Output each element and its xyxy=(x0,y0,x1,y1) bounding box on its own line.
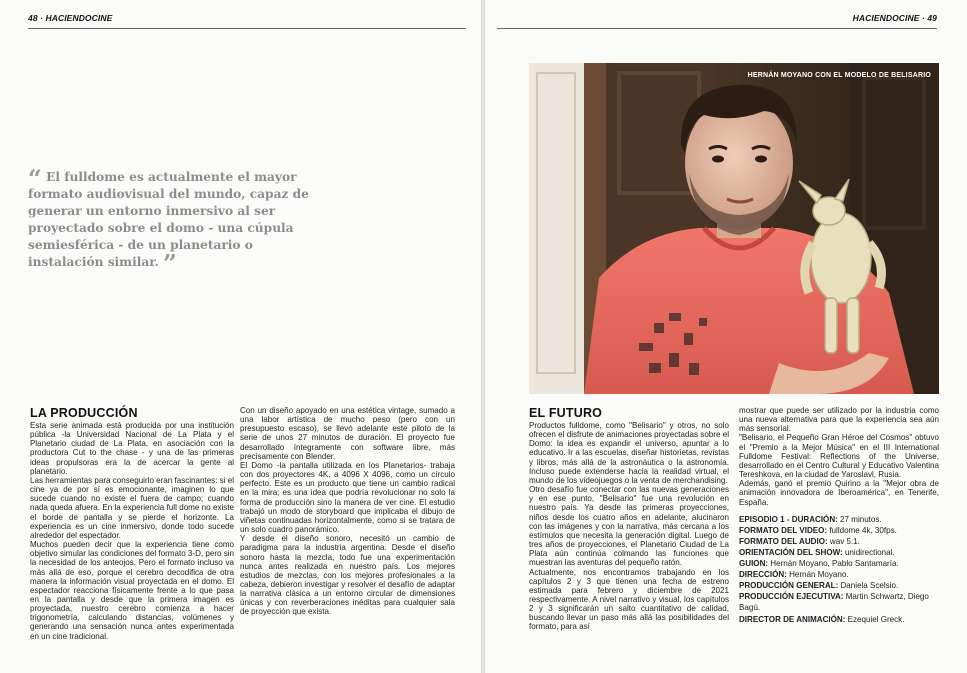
close-quote-mark: ” xyxy=(163,248,177,278)
paragraph: Además, ganó el premio Quirino a la "Mejor obra de animación innovadora de Iberoamérica", en Tenerife, España. xyxy=(739,479,939,507)
article-column-4 xyxy=(739,406,939,625)
credit-value: Ezequiel Greck. xyxy=(845,614,905,624)
credit-label: GUION: xyxy=(739,559,769,569)
pull-quote xyxy=(28,164,318,278)
credit-line xyxy=(739,536,939,547)
credit-line xyxy=(739,514,939,525)
credit-value: fulldome 4k, 30fps. xyxy=(827,525,897,535)
credits-list xyxy=(739,514,939,625)
credit-value: Hernán Moyano, Pablo Santamaría. xyxy=(768,559,899,569)
paragraph: Actualmente, nos encontramos trabajando en los capítulos 2 y 3 que tienen una fecha de estreno estimada para febrero y diciembre de 2021 respectivamente. A nivel narrativo y visual, los capítulos 2 y 3 significarán un salto cuantitativo de calidad, buscando llevar un paso más allá las posibilidades del formato, para así xyxy=(529,567,729,632)
right-page xyxy=(485,0,967,673)
credit-value: Daniela Scelsio. xyxy=(838,581,899,591)
credit-value: wav 5.1. xyxy=(827,536,860,546)
header-rule xyxy=(28,28,466,29)
credit-label: DIRECTOR DE ANIMACIÓN: xyxy=(739,614,846,624)
paragraph: Las herramientas para conseguirlo eran fascinantes: si el cine ya de por sí es emocionante, imaginen lo que sucede cuando no existe el fuera de campo; cuando nada queda afuera. En la experiencia full dome no existe el borde de pantalla y se pierde el horizonte. La experiencia es un cine inmersivo, donde todo sucede alrededor del espectador. xyxy=(30,475,234,540)
paragraph: mostrar que puede ser utilizado por la industria como una nueva alternativa para que la experiencia sea aún más sensorial. xyxy=(739,406,939,434)
left-page xyxy=(0,0,481,673)
credit-value: unidirectional. xyxy=(842,548,895,557)
credit-label: DIRECCIÓN: xyxy=(739,570,787,580)
credit-line xyxy=(739,580,939,591)
page-folio-right: HACIENDOCINE · 49 xyxy=(852,13,937,23)
page-folio-left: 48 · HACIENDOCINE xyxy=(28,13,113,23)
photo-caption: HERNÁN MOYANO CON EL MODELO DE BELISARIO xyxy=(747,72,931,79)
section-heading-produccion: LA PRODUCCIÓN xyxy=(30,406,138,420)
credit-line xyxy=(739,614,939,625)
credit-label: PRODUCCIÓN EJECUTIVA: xyxy=(739,592,844,602)
credit-label: EPISODIO 1 - DURACIÓN: xyxy=(739,514,838,524)
paragraph: El Domo -la pantalla utilizada en los Planetarios- trabaja con dos proyectores 4K, a 4096 X 4096, como un círculo perfecto. Este es un producto que tiene un cambio radical en la mira; es una idea que podría revolucionar no solo la forma de producción sino la manera de ver cine. El estudio trabajó un modo de storyboard que implicaba el dibujo de viñetas continuadas horizontalmente, como si se tratara de un solo cuadro panorámico. xyxy=(240,460,455,535)
credit-value: Martin Schwartz, Diego Bagú. xyxy=(739,592,929,613)
open-quote-mark: “ xyxy=(28,164,42,193)
paragraph: Y desde el diseño sonoro, necesitó un cambio de paradigma para la industria argentina. Desde el diseño sonoro hasta la mezcla, todo fue una experimentación nunca antes realizada en nuestro país. Los mejores estudios de mezclas, con los mejores profesionales a la cabeza, debieron investigar y resolver el desafío de adaptar la narrativa clásica a un entorno circular de dimensiones únicas y con reverberaciones inéditas para cualquier sala de proyección que exista. xyxy=(240,534,455,617)
credit-label: PRODUCCIÓN GENERAL: xyxy=(739,581,839,591)
paragraph: Esta serie animada está producida por una institución pública -la Universidad Nacional de La Plata y el Planetario ciudad de La Plata, en asociación con la productora Cut to the chase - y una de las primeras ideas propulsoras era la de acercar la gente al planetario. xyxy=(30,421,234,476)
credit-line xyxy=(739,525,939,536)
paragraph: Productos fulldome, como "Belisario" y otros, no solo ofrecen el disfrute de animaciones proyectadas sobre el Domo: la idea es expandir el universo, apuntar a lo educativo. Ir a las escuelas, diseñar historietas, revistas y libros, más allá de la astronáutica o la astronomía. Incluso puede extenderse hacia la realidad virtual, el mundo de los videojuegos o la venta de merchandising. xyxy=(529,421,729,485)
credit-value: 27 minutos. xyxy=(837,514,882,524)
credit-line xyxy=(739,569,939,580)
credit-value: Hernán Moyano. xyxy=(786,570,849,580)
paragraph: Otro desafío fue conectar con las nuevas generaciones y en ese punto, "Belisario" fue una revolución en nuestro país. Ya desde las primeras proyecciones, niños desde los cuatro años en adelante, alucinaron con las imágenes y con la narrativa, más cercana a los estímulos que necesita la generación digital. Luego de tres años de proyecciones, el Planetario Ciudad de La Plata aún continúa colmando las funciones que muestran las aventuras del pequeño ratón. xyxy=(529,485,729,568)
portrait-illustration xyxy=(529,63,939,394)
paragraph: "Belisario, el Pequeño Gran Héroe del Cosmos" obtuvo el "Premio a la Mejor Música" en el III International Fulldome Festival: Reflections of the Universe, desarrollado en el Centro Cultural y Educativo Valentina Tereshkova, en la ciudad de Yaroslavl, Rusia. xyxy=(739,433,939,480)
header-rule xyxy=(497,28,937,29)
section-heading-futuro: EL FUTURO xyxy=(529,406,603,420)
portrait-photo xyxy=(529,63,939,394)
credit-label: FORMATO DEL VIDEO: xyxy=(739,525,828,535)
credit-line xyxy=(739,558,939,569)
paragraph: Con un diseño apoyado en una estética vintage, sumado a una labor artística de mucho peso (pero con un presupuesto escaso), se llevó adelante este piloto de la serie de unos 27 minutos de duración. El proyecto fue desarrollado íntegramente con software libre, más precisamente con Blender. xyxy=(240,406,455,461)
credit-line xyxy=(739,547,939,558)
pull-quote-text: El fulldome es actualmente el mayor formato audiovisual del mundo, capaz de generar un entorno inmersivo al ser proyectado sobre el domo - una cúpula semiesférica - de un planetario o instalación similar. xyxy=(28,170,309,269)
article-column-1 xyxy=(30,406,234,641)
credit-line xyxy=(739,591,939,613)
credit-label: FORMATO DEL AUDIO: xyxy=(739,536,828,546)
article-column-2 xyxy=(240,406,455,617)
credit-label: ORIENTACIÓN DEL SHOW: xyxy=(739,548,843,557)
paragraph: Muchos pueden decir que la experiencia tiene como objetivo simular las condiciones del formato 3-D, pero sin la necesidad de los anteojos. Pero el formato incluso va más allá de eso, porque el cerebro decodifica de otra manera la información visual proyectada en el domo. El espectador reacciona físicamente frente a lo que pasa en la pantalla y desde que la primera imagen es proyectada, nuestro cerebro comienza a hacer trigonometría, calculando distancias, volúmenes y generando una sensación nunca antes experimentada en un cine tradicional. xyxy=(30,540,234,641)
article-column-3 xyxy=(529,406,729,632)
